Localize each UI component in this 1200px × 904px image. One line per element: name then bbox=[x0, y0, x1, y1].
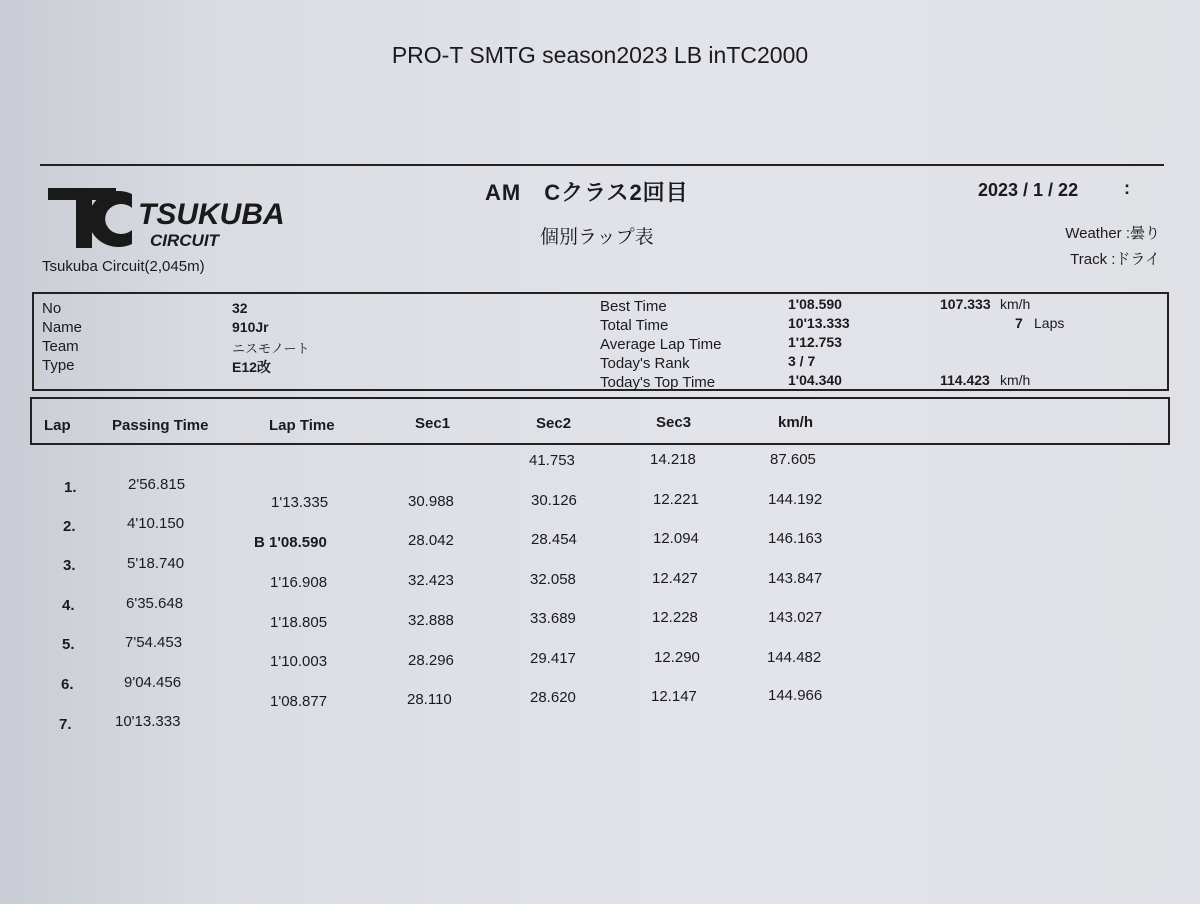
top-speed-unit: km/h bbox=[1000, 372, 1031, 388]
lap-number: 7. bbox=[59, 716, 72, 733]
passing-time: 7'54.453 bbox=[125, 634, 183, 651]
lap-time: 1'08.877 bbox=[270, 693, 328, 710]
sec2: 28.454 bbox=[531, 531, 577, 548]
kmh: 143.027 bbox=[768, 609, 823, 626]
sec1: 28.296 bbox=[408, 652, 454, 669]
logo-subtext: CIRCUIT bbox=[150, 231, 219, 250]
lap-time: 1'16.908 bbox=[270, 574, 328, 591]
team-label: Team bbox=[42, 338, 79, 355]
lap-number: 2. bbox=[63, 518, 76, 535]
team-value: ニスモノート bbox=[232, 341, 310, 356]
kmh: 144.966 bbox=[768, 687, 823, 704]
sheet-subtitle: 個別ラップ表 bbox=[540, 227, 654, 248]
sec3: 12.094 bbox=[653, 530, 699, 547]
no-label: No bbox=[42, 300, 62, 317]
lap-number: 1. bbox=[64, 479, 77, 496]
avg-lap-value: 1'12.753 bbox=[788, 334, 842, 350]
type-label: Type bbox=[42, 357, 75, 374]
track-info: Track :ドライ bbox=[1070, 251, 1160, 268]
weather-info: Weather :曇り bbox=[1065, 225, 1160, 242]
best-time-value: 1'08.590 bbox=[788, 296, 842, 312]
col-passing-time: Passing Time bbox=[112, 417, 209, 434]
tsukuba-circuit-logo bbox=[46, 186, 306, 250]
sec3: 12.221 bbox=[653, 491, 699, 508]
session-name: AM Cクラス2回目 bbox=[485, 180, 689, 205]
name-label: Name bbox=[42, 319, 83, 336]
kmh: 146.163 bbox=[768, 530, 823, 547]
partial-sec3: 14.218 bbox=[650, 451, 696, 468]
sheet-title: PRO-T SMTG season2023 LB inTC2000 bbox=[391, 42, 809, 68]
best-speed-value: 107.333 bbox=[940, 296, 991, 312]
passing-time: 4'10.150 bbox=[127, 515, 185, 532]
total-time-value: 10'13.333 bbox=[788, 315, 850, 331]
rank-value: 3 / 7 bbox=[788, 353, 816, 369]
rank-label: Today's Rank bbox=[600, 355, 690, 372]
kmh: 144.192 bbox=[768, 491, 823, 508]
sec3: 12.427 bbox=[652, 570, 698, 587]
lap-number: 6. bbox=[61, 676, 74, 693]
total-laps-unit: Laps bbox=[1034, 315, 1065, 331]
partial-kmh: 87.605 bbox=[770, 451, 816, 468]
session-date: 2023 / 1 / 22 bbox=[978, 180, 1079, 200]
passing-time: 6'35.648 bbox=[126, 595, 184, 612]
col-sec2: Sec2 bbox=[536, 415, 572, 432]
sec1: 30.988 bbox=[408, 493, 454, 510]
lap-time: 1'13.335 bbox=[271, 494, 329, 511]
lap-number: 5. bbox=[62, 636, 75, 653]
top-time-value: 1'04.340 bbox=[788, 372, 842, 388]
passing-time: 9'04.456 bbox=[124, 674, 182, 691]
passing-time: 10'13.333 bbox=[115, 713, 181, 730]
top-speed-value: 114.423 bbox=[940, 372, 990, 388]
kmh: 143.847 bbox=[768, 570, 823, 587]
passing-time: 2'56.815 bbox=[128, 476, 186, 493]
avg-lap-label: Average Lap Time bbox=[600, 336, 722, 353]
tc-logo-icon bbox=[46, 186, 306, 250]
best-time-label: Best Time bbox=[600, 298, 667, 315]
sec2: 33.689 bbox=[530, 610, 576, 627]
sec2: 32.058 bbox=[530, 571, 576, 588]
col-sec1: Sec1 bbox=[415, 415, 451, 432]
top-time-label: Today's Top Time bbox=[600, 374, 716, 391]
sec3: 12.228 bbox=[652, 609, 698, 626]
sec2: 29.417 bbox=[530, 650, 576, 667]
header-rule bbox=[40, 164, 1164, 166]
kmh: 144.482 bbox=[767, 649, 822, 666]
sec3: 12.147 bbox=[651, 688, 697, 705]
col-sec3: Sec3 bbox=[656, 414, 692, 431]
logo-text: TSUKUBA bbox=[138, 198, 285, 231]
total-laps-value: 7 bbox=[1015, 315, 1023, 331]
col-lap-time: Lap Time bbox=[269, 417, 335, 434]
date-suffix: : bbox=[1124, 178, 1130, 198]
sec2: 28.620 bbox=[530, 689, 576, 706]
sec3: 12.290 bbox=[654, 649, 700, 666]
sec1: 28.110 bbox=[407, 691, 452, 708]
lap-time: 1'18.805 bbox=[270, 614, 328, 631]
lap-number: 3. bbox=[63, 557, 76, 574]
col-lap: Lap bbox=[44, 417, 71, 434]
best-speed-unit: km/h bbox=[1000, 296, 1031, 312]
col-kmh: km/h bbox=[778, 414, 814, 431]
sec1: 32.423 bbox=[408, 572, 454, 589]
lap-number: 4. bbox=[62, 597, 75, 614]
lap-time: 1'10.003 bbox=[270, 653, 328, 670]
circuit-info: Tsukuba Circuit(2,045m) bbox=[42, 258, 205, 275]
total-time-label: Total Time bbox=[600, 317, 669, 334]
name-value: 910Jr bbox=[232, 319, 269, 335]
partial-sec2: 41.753 bbox=[529, 452, 575, 469]
passing-time: 5'18.740 bbox=[127, 555, 185, 572]
driver-info-box bbox=[32, 292, 1169, 391]
lap-time-best: B 1'08.590 bbox=[254, 534, 327, 551]
type-value: E12改 bbox=[232, 359, 271, 375]
no-value: 32 bbox=[232, 300, 248, 316]
sec1: 32.888 bbox=[408, 612, 454, 629]
lap-table-header bbox=[30, 397, 1170, 445]
sec2: 30.126 bbox=[531, 492, 577, 509]
sec1: 28.042 bbox=[408, 532, 454, 549]
